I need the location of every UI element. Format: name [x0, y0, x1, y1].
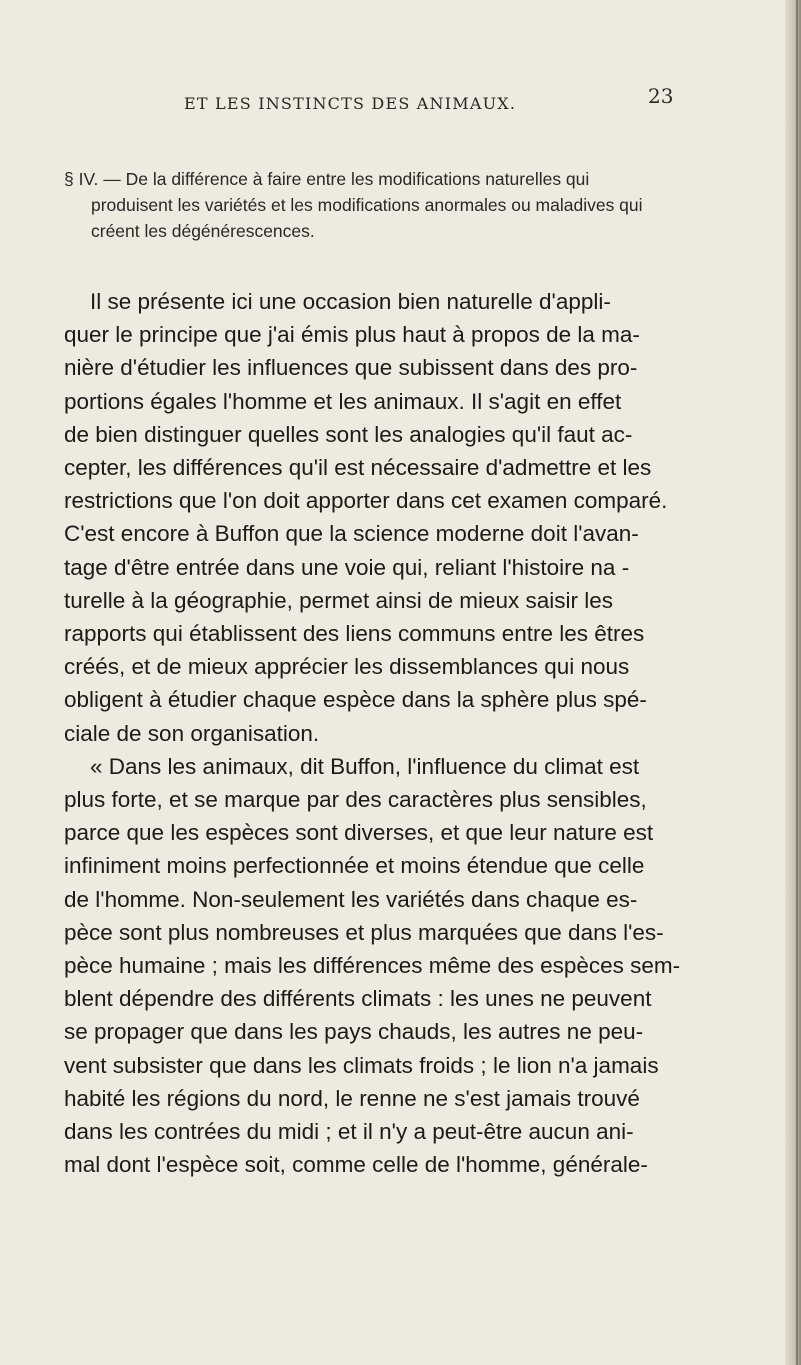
paragraph-line: tage d'être entrée dans une voie qui, reliant l'histoire na - — [64, 554, 630, 580]
section-heading-line: § IV. — De la différence à faire entre les modifications naturelles qui — [64, 169, 590, 189]
paragraph-line: cepter, les différences qu'il est nécessaire d'admettre et les — [64, 455, 652, 481]
body-text — [64, 285, 744, 1181]
paragraph-line: obligent à étudier chaque espèce dans la sphère plus spé- — [64, 687, 647, 713]
section-heading-line: produisent les variétés et les modifications anormales ou maladives qui — [91, 195, 643, 215]
quote-line: parce que les espèces sont diverses, et que leur nature est — [64, 820, 654, 846]
page-edge-line — [796, 0, 798, 1365]
section-heading-line: créent les dégénérescences. — [91, 221, 315, 241]
quote-line: de l'homme. Non-seulement les variétés dans chaque es- — [64, 886, 638, 912]
quote-line: dans les contrées du midi ; et il n'y a peut-être aucun ani- — [64, 1119, 634, 1145]
paragraph-line: créés, et de mieux apprécier les dissemblances qui nous — [64, 654, 630, 680]
quote-line: « Dans les animaux, dit Buffon, l'influence du climat est — [90, 753, 640, 779]
section-heading — [64, 166, 744, 244]
page-number: 23 — [648, 84, 674, 108]
running-title: ET LES INSTINCTS DES ANIMAUX. — [184, 94, 517, 113]
page-header — [0, 84, 801, 124]
paragraph-line: portions égales l'homme et les animaux. Il s'agit en effet — [64, 388, 622, 414]
paragraph-line: turelle à la géographie, permet ainsi de mieux saisir les — [64, 587, 614, 613]
paragraph-line: Il se présente ici une occasion bien naturelle d'appli- — [90, 289, 611, 314]
quote-line: infiniment moins perfectionnée et moins étendue que celle — [64, 853, 645, 879]
quote-line: se propager que dans les pays chauds, les autres ne peu- — [64, 1019, 644, 1045]
paragraph-line: C'est encore à Buffon que la science moderne doit l'avan- — [64, 521, 639, 547]
quote-line: blent dépendre des différents climats : les unes ne peuvent — [64, 986, 652, 1012]
quote-line: habité les régions du nord, le renne ne s'est jamais trouvé — [64, 1085, 640, 1111]
paragraph-line: quer le principe que j'ai émis plus haut à propos de la ma- — [64, 322, 640, 348]
quote-line: vent subsister que dans les climats froids ; le lion n'a jamais — [64, 1052, 659, 1078]
paragraph-line: rapports qui établissent des liens communs entre les êtres — [64, 621, 645, 647]
quote-line: pèce sont plus nombreuses et plus marquées que dans l'es- — [64, 919, 664, 945]
paragraph-line: restrictions que l'on doit apporter dans cet examen comparé. — [64, 488, 668, 514]
quote-line: plus forte, et se marque par des caractères plus sensibles, — [64, 787, 647, 813]
paragraph-line: nière d'étudier les influences que subissent dans des pro- — [64, 355, 638, 381]
paragraph-line: de bien distinguer quelles sont les analogies qu'il faut ac- — [64, 421, 633, 447]
quote-line: pèce humaine ; mais les différences même des espèces sem- — [64, 953, 681, 979]
paragraph-line: ciale de son organisation. — [64, 720, 320, 746]
quote-line: mal dont l'espèce soit, comme celle de l'homme, générale- — [64, 1152, 648, 1178]
page-edge-shadow — [785, 0, 801, 1365]
